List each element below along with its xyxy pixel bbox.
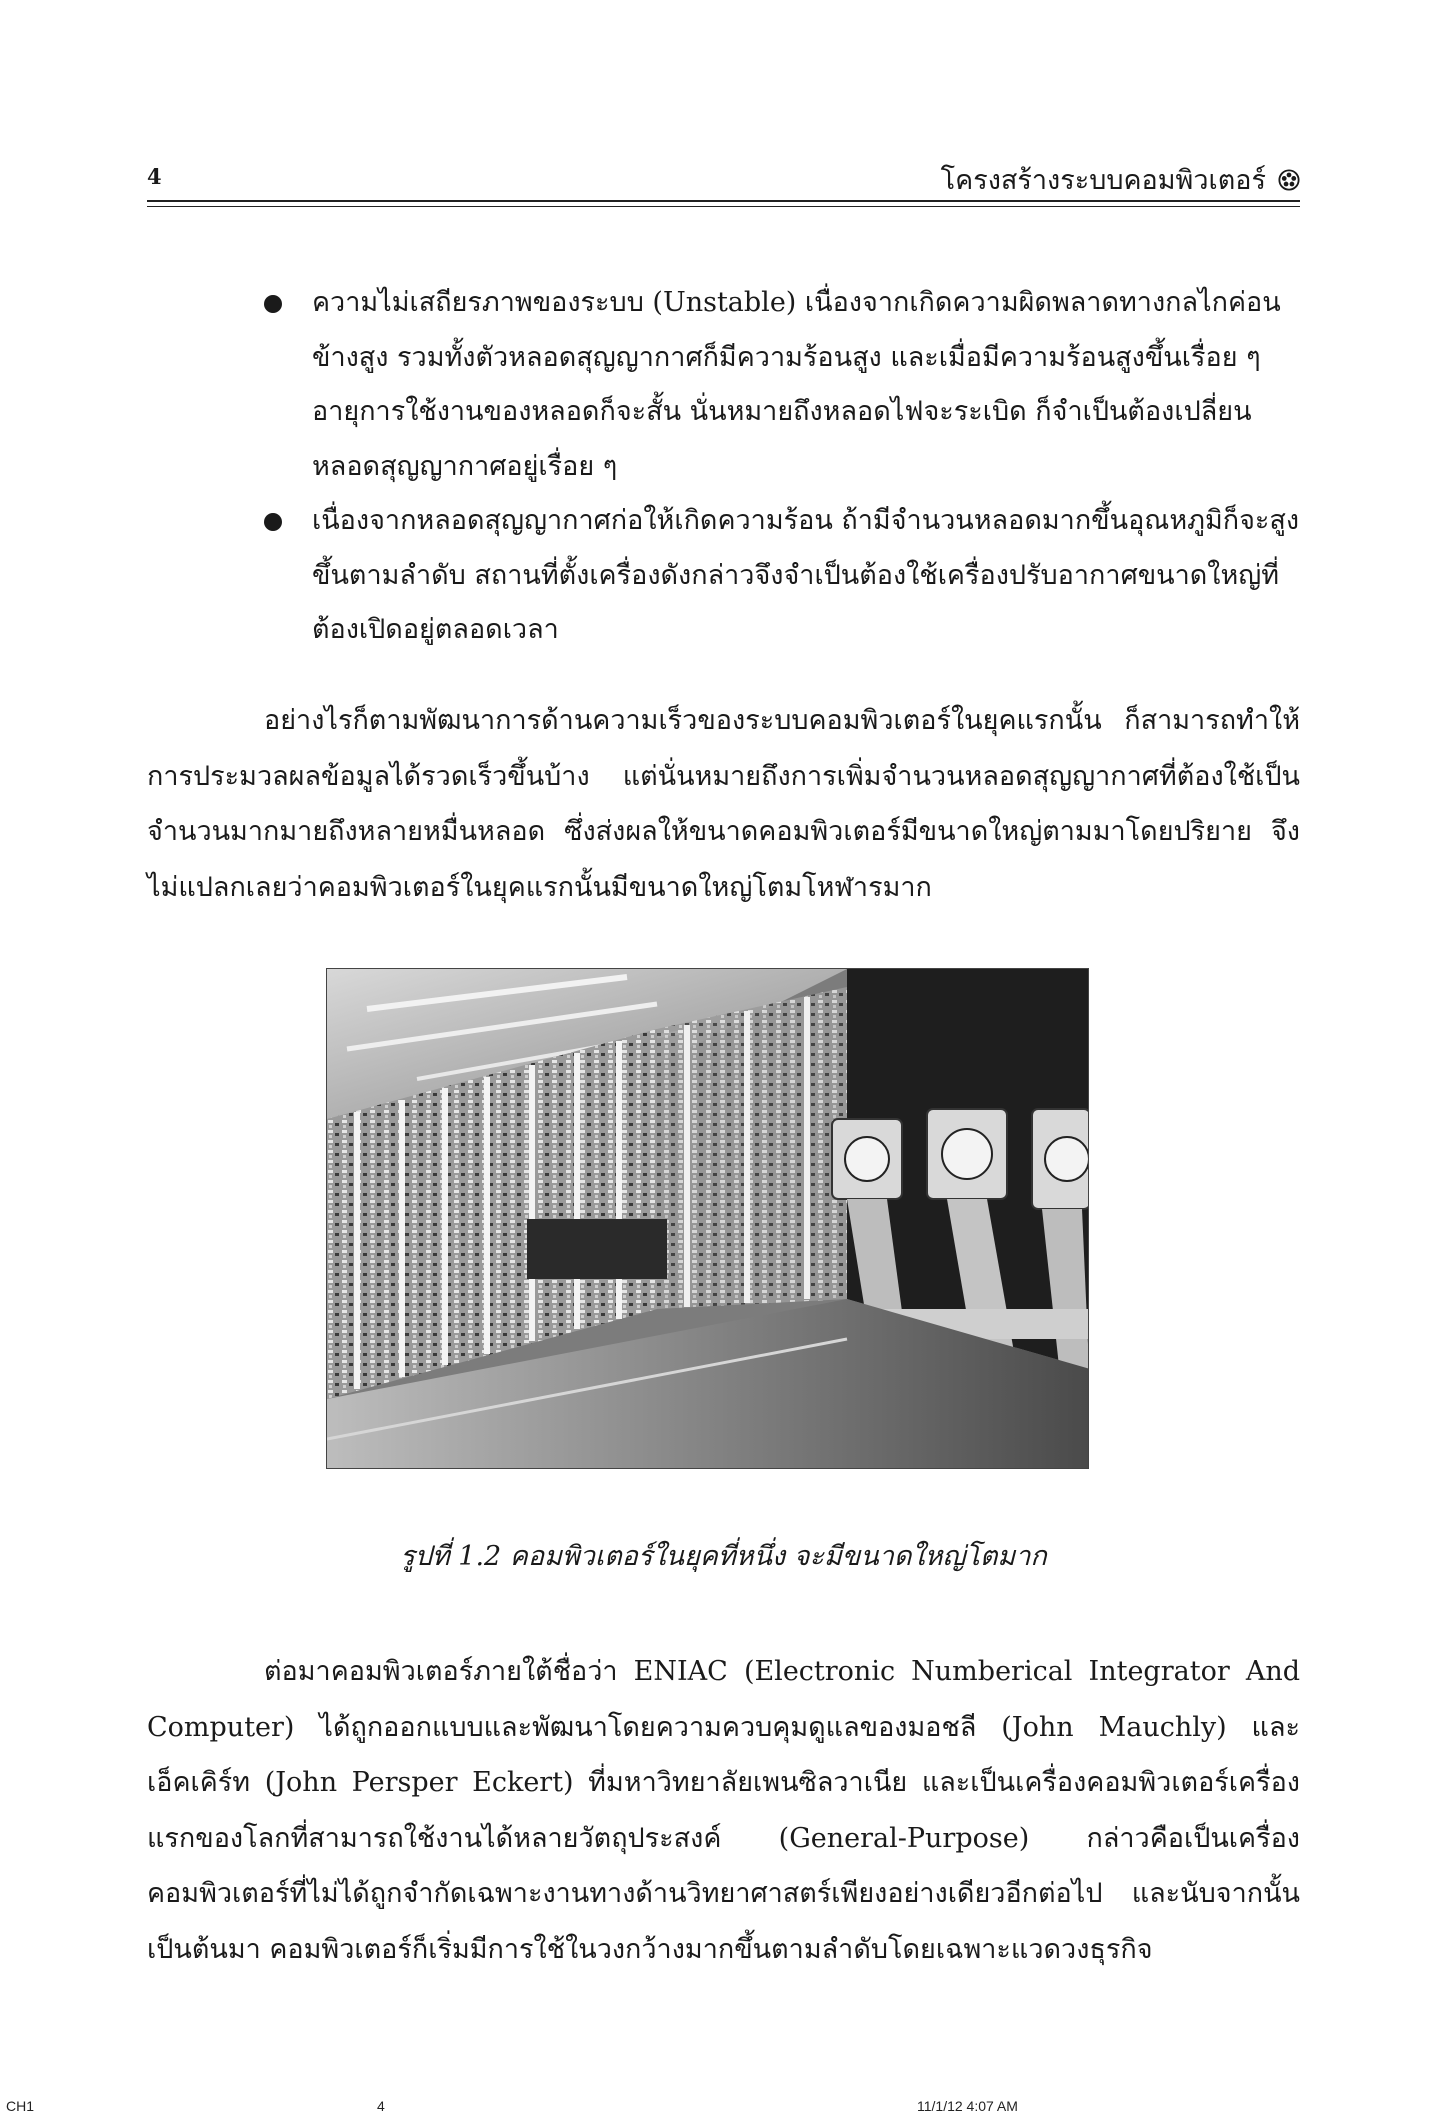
footer-timestamp: 11/1/12 4:07 AM	[917, 2098, 1018, 2114]
footer-file-name: CH1	[6, 2098, 35, 2114]
figure-caption: รูปที่ 1.2 คอมพิวเตอร์ในยุคที่หนึ่ง จะมีขนาดใหญ่โตมาก	[400, 1541, 1047, 1572]
running-title	[941, 158, 1300, 201]
body-paragraph-2: ต่อมาคอมพิวเตอร์ภายใต้ชื่อว่า ENIAC (Electronic Numberical Integrator And Computer) ได้ถูกออกแบบและพัฒนาโดยความควบคุมดูแลของมอชลี (John Mauchly) และเอ็คเคิร์ท (John Persper Eckert) ที่มหาวิทยาลัยเพนซิลวาเนีย และเป็นเครื่องคอมพิวเตอร์เครื่องแรกของโลกที่สามารถใช้งานได้หลายวัตถุประสงค์ (General-Purpose) กล่าวคือเป็นเครื่องคอมพิวเตอร์ที่ไม่ได้ถูกจำกัดเฉพาะงานทางด้านวิทยาศาสตร์เพียงอย่างเดียวอีกต่อไป และนับจากนั้นเป็นต้นมา คอมพิวเตอร์ก็เริ่มมีการใช้ในวงกว้างมากขึ้นตามลำดับโดยเฉพาะแวดวงธุรกิจ	[147, 1656, 1300, 1965]
early-computer-photo	[327, 969, 1089, 1469]
header-rule	[147, 200, 1300, 207]
footer-page-number: 4	[377, 2098, 385, 2114]
bullet-item	[262, 276, 1302, 494]
bullet-item	[262, 494, 1302, 658]
bullet-list	[262, 276, 1302, 658]
bullet-dot-icon	[264, 513, 282, 531]
bullet-dot-icon	[264, 295, 282, 313]
page-number: 4	[147, 164, 162, 189]
bullet-text: เนื่องจากหลอดสุญญากาศก่อให้เกิดความร้อน ถ้ามีจำนวนหลอดมากขึ้นอุณหภูมิก็จะสูงขึ้นตามลำดับ สถานที่ตั้งเครื่องดังกล่าวจึงจำเป็นต้องใช้เครื่องปรับอากาศขนาดใหญ่ที่ต้องเปิดอยู่ตลอดเวลา	[312, 505, 1300, 645]
body-paragraph-1: อย่างไรก็ตามพัฒนาการด้านความเร็วของระบบคอมพิวเตอร์ในยุคแรกนั้น ก็สามารถทำให้การประมวลผลข้อมูลได้รวดเร็วขึ้นบ้าง แต่นั่นหมายถึงการเพิ่มจำนวนหลอดสุญญากาศที่ต้องใช้เป็นจำนวนมากมายถึงหลายหมื่นหลอด ซึ่งส่งผลให้ขนาดคอมพิวเตอร์มีขนาดใหญ่ตามมาโดยปริยาย จึงไม่แปลกเลยว่าคอมพิวเตอร์ในยุคแรกนั้นมีขนาดใหญ่โตมโหฬารมาก	[147, 705, 1300, 903]
figure-photo	[326, 968, 1089, 1469]
page-header	[147, 158, 1300, 202]
flower-ornament-icon	[1278, 169, 1300, 191]
bullet-text: ความไม่เสถียรภาพของระบบ (Unstable) เนื่องจากเกิดความผิดพลาดทางกลไกค่อนข้างสูง รวมทั้งตัวหลอดสุญญากาศก็มีความร้อนสูง และเมื่อมีความร้อนสูงขึ้นเรื่อย ๆ อายุการใช้งานของหลอดก็จะสั้น นั่นหมายถึงหลอดไฟจะระเบิด ก็จำเป็นต้องเปลี่ยนหลอดสุญญากาศอยู่เรื่อย ๆ	[312, 287, 1281, 482]
running-title-text: โครงสร้างระบบคอมพิวเตอร์	[940, 165, 1266, 196]
